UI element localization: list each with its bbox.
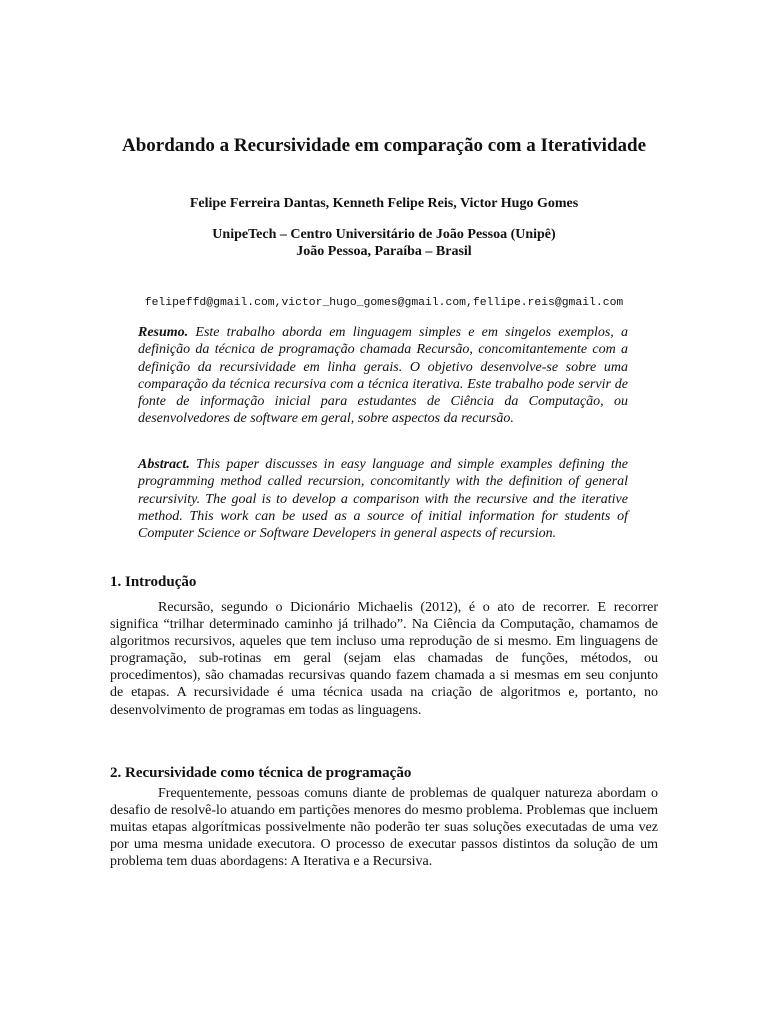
abstract-label: Abstract.: [138, 457, 190, 472]
resumo-block: [138, 324, 628, 428]
resumo-text: Este trabalho aborda em linguagem simples e em singelos exemplos, a definição da técnica de programação chamada Recursão, concomitantemente com a definição da recursividade em linha gerais. O objetivo desenvolve-se sobre uma comparação da técnica recursiva com a técnica iterativa. Este trabalho pode servir de fonte de informação inicial para estudantes de Ciência da Computação, ou desenvolvedores de software em geral, sobre aspectos da recursão.: [138, 325, 628, 427]
author-emails: felipeffd@gmail.com,victor_hugo_gomes@gmail.com,fellipe.reis@gmail.com: [144, 297, 624, 309]
author-list: Felipe Ferreira Dantas, Kenneth Felipe Reis, Victor Hugo Gomes: [189, 196, 579, 211]
abstract-block: [138, 456, 628, 542]
section-paragraph-recursividade: Frequentemente, pessoas comuns diante de problemas de qualquer natureza abordam o desafio de resolvê-lo atuando em partições menores do mesmo problema. Problemas que incluem muitas etapas algorítmicas possivelmente não poderão ter suas soluções executadas de uma vez por uma mesma unidade executora. O processo de executar passos distintos da solução de um problema tem duas abordagens: A Iterativa e a Recursiva.: [110, 786, 658, 870]
section-heading-recursividade: 2. Recursividade como técnica de programação: [110, 765, 412, 781]
resumo-label: Resumo.: [138, 325, 189, 340]
affiliation-institution: UnipeTech – Centro Universitário de João Pessoa (Unipê): [212, 227, 556, 242]
affiliation-location: João Pessoa, Paraíba – Brasil: [296, 244, 472, 259]
abstract-text: This paper discusses in easy language and simple examples defining the programming method called recursion, concomitantly with the definition of general recursivity. The goal is to develop a comparison with the recursive and the iterative method. This work can be used as a source of initial information for students of Computer Science or Software Developers in general aspects of recursion.: [138, 457, 628, 542]
section-paragraph-introducao: Recursão, segundo o Dicionário Michaelis (2012), é o ato de recorrer. E recorrer significa “trilhar determinado caminho já trilhado”. Na Ciência da Computação, chamamos de algoritmos recursivos, aqueles que tem incluso uma reprodução de si mesmo. Em linguagens de programação, sub-rotinas em geral (sejam elas chamadas de funções, métodos, ou procedimentos), são chamadas recursivas quando fazem chamada a si mesmas em seu conjunto de etapas. A recursividade é uma técnica usada na criação de algoritmos e, portanto, no desenvolvimento de programas em todas as linguagens.: [110, 600, 658, 718]
affiliation: [110, 226, 658, 260]
section-heading-introducao: 1. Introdução: [110, 574, 197, 590]
paper-title: Abordando a Recursividade em comparação com a Iteratividade: [121, 135, 647, 156]
